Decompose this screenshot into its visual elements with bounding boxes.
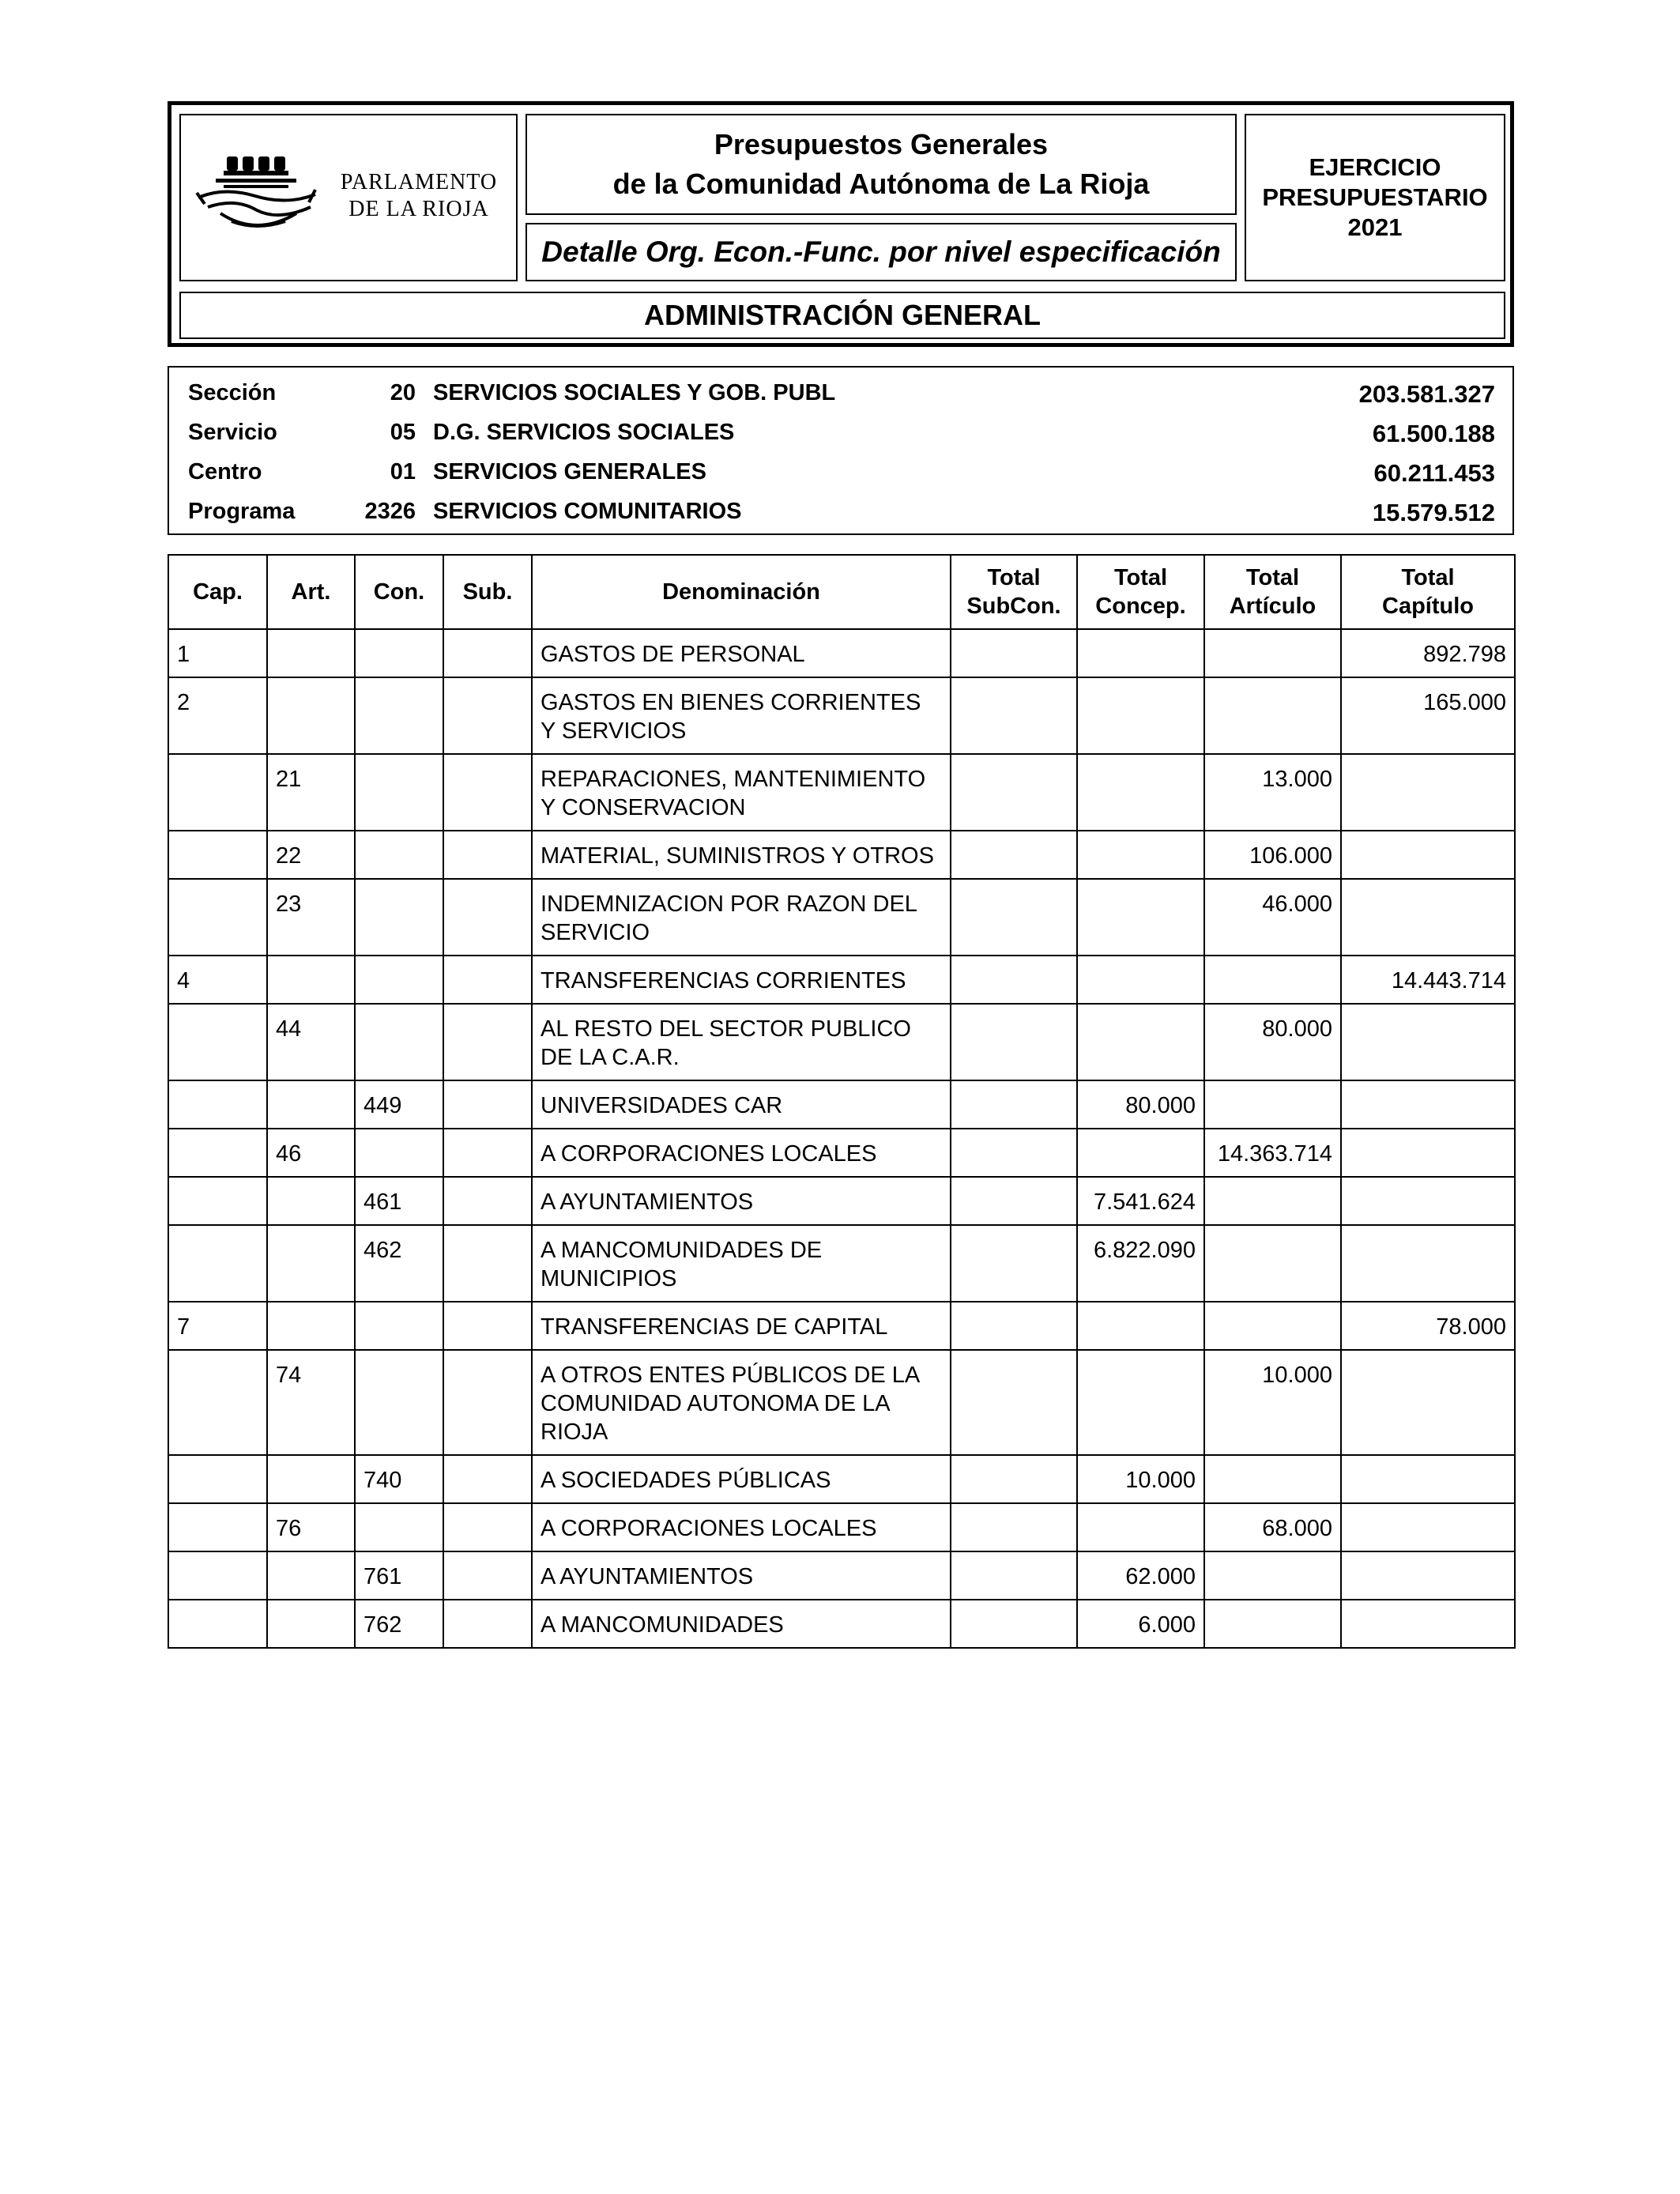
cell-total-articulo: 10.000: [1204, 1350, 1341, 1455]
cell-total-articulo: [1204, 1302, 1341, 1350]
fiscal-year: 2021: [1347, 213, 1403, 241]
cell-denominacion: GASTOS EN BIENES CORRIENTES Y SERVICIOS: [532, 677, 951, 754]
cell-total-concep: 6.000: [1077, 1600, 1204, 1648]
header-text: Total: [1401, 565, 1455, 590]
cell-sub: [443, 754, 532, 831]
cell-total-concep: [1077, 1503, 1204, 1551]
table-row: [168, 1455, 1515, 1503]
cell-total-subcon: [951, 1302, 1077, 1350]
info-amount: 61.500.188: [1372, 420, 1495, 447]
cell-cap: [168, 754, 267, 831]
cell-art: [267, 1177, 355, 1225]
cell-cap: [168, 1455, 267, 1503]
header-total-articulo: [1204, 555, 1341, 629]
info-label: Centro: [188, 459, 262, 484]
cell-total-articulo: 68.000: [1204, 1503, 1341, 1551]
cell-art: [267, 1600, 355, 1648]
cell-con: 461: [355, 1177, 443, 1225]
cell-total-subcon: [951, 1551, 1077, 1600]
cell-con: [355, 1302, 443, 1350]
table-row: [168, 956, 1515, 1004]
cell-total-concep: [1077, 1129, 1204, 1177]
header-cap: Cap.: [168, 555, 267, 629]
header-sub: Sub.: [443, 555, 532, 629]
table-row: [168, 879, 1515, 956]
cell-cap: [168, 831, 267, 879]
cell-total-capitulo: 14.443.714: [1341, 956, 1515, 1004]
cell-total-capitulo: [1341, 1177, 1515, 1225]
cell-total-articulo: 14.363.714: [1204, 1129, 1341, 1177]
cell-total-articulo: 80.000: [1204, 1004, 1341, 1080]
cell-sub: [443, 1302, 532, 1350]
logo-line-1: PARLAMENTO: [340, 170, 498, 194]
cell-con: 762: [355, 1600, 443, 1648]
cell-art: [267, 956, 355, 1004]
cell-total-concep: [1077, 956, 1204, 1004]
info-label: Servicio: [188, 420, 277, 445]
cell-denominacion: A CORPORACIONES LOCALES: [532, 1129, 951, 1177]
ejercicio-label: EJERCICIO: [1309, 153, 1441, 181]
table-row: [168, 1225, 1515, 1302]
cell-total-subcon: [951, 1225, 1077, 1302]
cell-sub: [443, 1600, 532, 1648]
header-total-subcon: [951, 555, 1077, 629]
table-row: [168, 1177, 1515, 1225]
info-amount: 203.581.327: [1358, 380, 1495, 408]
cell-art: 74: [267, 1350, 355, 1455]
cell-cap: 4: [168, 956, 267, 1004]
cell-art: 46: [267, 1129, 355, 1177]
info-code: 2326: [364, 499, 416, 524]
table-body: [168, 629, 1515, 1648]
header-total-concep: [1077, 555, 1204, 629]
cell-cap: [168, 1177, 267, 1225]
cell-art: 23: [267, 879, 355, 956]
cell-total-concep: [1077, 629, 1204, 677]
cell-cap: 7: [168, 1302, 267, 1350]
cell-total-subcon: [951, 1129, 1077, 1177]
cell-sub: [443, 956, 532, 1004]
cell-total-capitulo: [1341, 1455, 1515, 1503]
cell-total-articulo: [1204, 1177, 1341, 1225]
cell-total-capitulo: [1341, 879, 1515, 956]
table-row: [168, 677, 1515, 754]
cell-total-capitulo: [1341, 1551, 1515, 1600]
cell-sub: [443, 879, 532, 956]
cell-total-concep: [1077, 1004, 1204, 1080]
presupuestario-label: PRESUPUESTARIO: [1262, 183, 1488, 211]
header-total-capitulo: [1341, 555, 1515, 629]
cell-denominacion: A MANCOMUNIDADES DE MUNICIPIOS: [532, 1225, 951, 1302]
header-con: Con.: [355, 555, 443, 629]
cell-total-articulo: 106.000: [1204, 831, 1341, 879]
cell-sub: [443, 1551, 532, 1600]
cell-total-concep: [1077, 677, 1204, 754]
cell-denominacion: A AYUNTAMIENTOS: [532, 1177, 951, 1225]
table-row: [168, 629, 1515, 677]
cell-art: [267, 677, 355, 754]
table-row: [168, 1503, 1515, 1551]
cell-cap: [168, 1129, 267, 1177]
cell-total-articulo: [1204, 1455, 1341, 1503]
cell-art: 76: [267, 1503, 355, 1551]
cell-total-capitulo: [1341, 1004, 1515, 1080]
cell-total-concep: [1077, 831, 1204, 879]
cell-total-concep: [1077, 754, 1204, 831]
cell-sub: [443, 1080, 532, 1129]
cell-con: 449: [355, 1080, 443, 1129]
logo-box: [179, 114, 518, 281]
document-title: [525, 114, 1237, 215]
cell-art: 21: [267, 754, 355, 831]
cell-denominacion: A AYUNTAMIENTOS: [532, 1551, 951, 1600]
cell-total-subcon: [951, 879, 1077, 956]
table-row: [168, 831, 1515, 879]
cell-total-capitulo: 78.000: [1341, 1302, 1515, 1350]
cell-denominacion: UNIVERSIDADES CAR: [532, 1080, 951, 1129]
cell-art: [267, 1225, 355, 1302]
cell-total-articulo: [1204, 1080, 1341, 1129]
cell-con: [355, 879, 443, 956]
title-line-1: Presupuestos Generales: [714, 128, 1049, 160]
header-text: Total: [1113, 565, 1168, 590]
cell-denominacion: A OTROS ENTES PÚBLICOS DE LA COMUNIDAD AUTONOMA DE LA RIOJA: [532, 1350, 951, 1455]
cell-total-capitulo: [1341, 1225, 1515, 1302]
info-row-centro: [169, 453, 1512, 492]
cell-denominacion: MATERIAL, SUMINISTROS Y OTROS: [532, 831, 951, 879]
cell-denominacion: TRANSFERENCIAS DE CAPITAL: [532, 1302, 951, 1350]
info-name: SERVICIOS COMUNITARIOS: [433, 499, 742, 524]
cell-total-subcon: [951, 1600, 1077, 1648]
cell-art: [267, 1302, 355, 1350]
info-code: 20: [390, 380, 416, 405]
cell-cap: [168, 879, 267, 956]
title-line-2: de la Comunidad Autónoma de La Rioja: [612, 168, 1150, 200]
header-denominacion: Denominación: [532, 555, 951, 629]
cell-cap: 1: [168, 629, 267, 677]
cell-sub: [443, 831, 532, 879]
organization-info: [168, 366, 1514, 535]
cell-sub: [443, 1225, 532, 1302]
cell-con: [355, 1129, 443, 1177]
cell-sub: [443, 1503, 532, 1551]
info-name: SERVICIOS SOCIALES Y GOB. PUBL: [433, 380, 836, 405]
header-text: Concep.: [1095, 594, 1186, 619]
header-text: SubCon.: [966, 594, 1061, 619]
cell-total-capitulo: [1341, 1600, 1515, 1648]
cell-total-capitulo: [1341, 754, 1515, 831]
header-text: Capítulo: [1382, 594, 1474, 619]
table-header-row: [168, 555, 1515, 629]
cell-total-concep: 62.000: [1077, 1551, 1204, 1600]
cell-sub: [443, 1129, 532, 1177]
cell-total-articulo: [1204, 1600, 1341, 1648]
cell-denominacion: A CORPORACIONES LOCALES: [532, 1503, 951, 1551]
info-code: 05: [390, 420, 416, 445]
cell-con: 462: [355, 1225, 443, 1302]
cell-total-capitulo: 165.000: [1341, 677, 1515, 754]
cell-total-concep: [1077, 1302, 1204, 1350]
cell-total-concep: 6.822.090: [1077, 1225, 1204, 1302]
cell-total-concep: 80.000: [1077, 1080, 1204, 1129]
cell-total-subcon: [951, 677, 1077, 754]
cell-total-capitulo: 892.798: [1341, 629, 1515, 677]
cell-total-subcon: [951, 1080, 1077, 1129]
table-row: [168, 1551, 1515, 1600]
detail-subtitle: Detalle Org. Econ.-Func. por nivel especificación: [525, 223, 1237, 281]
cell-sub: [443, 1004, 532, 1080]
cell-total-articulo: [1204, 629, 1341, 677]
cell-total-articulo: [1204, 677, 1341, 754]
cell-art: 44: [267, 1004, 355, 1080]
cell-con: [355, 1004, 443, 1080]
cell-denominacion: TRANSFERENCIAS CORRIENTES: [532, 956, 951, 1004]
cell-art: [267, 1455, 355, 1503]
cell-sub: [443, 677, 532, 754]
parliament-crest-icon: [192, 149, 326, 243]
cell-total-subcon: [951, 1350, 1077, 1455]
cell-sub: [443, 1455, 532, 1503]
table-row: [168, 754, 1515, 831]
cell-denominacion: A MANCOMUNIDADES: [532, 1600, 951, 1648]
cell-art: 22: [267, 831, 355, 879]
cell-total-capitulo: [1341, 831, 1515, 879]
cell-con: [355, 956, 443, 1004]
table-row: [168, 1302, 1515, 1350]
cell-total-capitulo: [1341, 1129, 1515, 1177]
table-row: [168, 1600, 1515, 1648]
cell-cap: [168, 1004, 267, 1080]
administration-title: ADMINISTRACIÓN GENERAL: [179, 292, 1505, 339]
info-row-servicio: [169, 413, 1512, 453]
cell-sub: [443, 629, 532, 677]
cell-total-concep: [1077, 1350, 1204, 1455]
cell-denominacion: AL RESTO DEL SECTOR PUBLICO DE LA C.A.R.: [532, 1004, 951, 1080]
cell-denominacion: A SOCIEDADES PÚBLICAS: [532, 1455, 951, 1503]
cell-cap: [168, 1503, 267, 1551]
cell-total-concep: [1077, 879, 1204, 956]
parliament-name: [320, 169, 518, 223]
header-text: Artículo: [1229, 594, 1317, 619]
cell-total-articulo: [1204, 1225, 1341, 1302]
info-code: 01: [390, 459, 416, 484]
cell-cap: [168, 1600, 267, 1648]
cell-denominacion: GASTOS DE PERSONAL: [532, 629, 951, 677]
cell-cap: 2: [168, 677, 267, 754]
cell-art: [267, 1551, 355, 1600]
table-row: [168, 1129, 1515, 1177]
cell-total-capitulo: [1341, 1080, 1515, 1129]
cell-total-concep: 7.541.624: [1077, 1177, 1204, 1225]
cell-denominacion: INDEMNIZACION POR RAZON DEL SERVICIO: [532, 879, 951, 956]
info-name: SERVICIOS GENERALES: [433, 459, 706, 484]
cell-denominacion: REPARACIONES, MANTENIMIENTO Y CONSERVACION: [532, 754, 951, 831]
info-label: Sección: [188, 380, 277, 405]
info-amount: 15.579.512: [1372, 499, 1495, 526]
cell-total-articulo: 46.000: [1204, 879, 1341, 956]
cell-total-capitulo: [1341, 1503, 1515, 1551]
cell-con: [355, 1503, 443, 1551]
table-row: [168, 1080, 1515, 1129]
cell-sub: [443, 1177, 532, 1225]
cell-con: 761: [355, 1551, 443, 1600]
cell-total-subcon: [951, 1455, 1077, 1503]
cell-art: [267, 629, 355, 677]
cell-cap: [168, 1551, 267, 1600]
table-row: [168, 1350, 1515, 1455]
cell-con: [355, 754, 443, 831]
cell-total-subcon: [951, 1004, 1077, 1080]
cell-total-concep: 10.000: [1077, 1455, 1204, 1503]
info-amount: 60.211.453: [1373, 459, 1495, 487]
cell-con: [355, 831, 443, 879]
header-text: Total: [1245, 565, 1300, 590]
document-header: [168, 101, 1514, 347]
cell-con: [355, 1350, 443, 1455]
fiscal-year-box: [1245, 114, 1505, 281]
table-row: [168, 1004, 1515, 1080]
cell-total-subcon: [951, 1503, 1077, 1551]
cell-cap: [168, 1080, 267, 1129]
cell-total-articulo: [1204, 956, 1341, 1004]
cell-cap: [168, 1225, 267, 1302]
info-row-seccion: [169, 374, 1512, 413]
cell-cap: [168, 1350, 267, 1455]
cell-total-subcon: [951, 956, 1077, 1004]
cell-total-subcon: [951, 1177, 1077, 1225]
cell-total-articulo: 13.000: [1204, 754, 1341, 831]
info-name: D.G. SERVICIOS SOCIALES: [433, 420, 735, 445]
header-art: Art.: [267, 555, 355, 629]
cell-total-subcon: [951, 831, 1077, 879]
cell-total-subcon: [951, 629, 1077, 677]
cell-total-articulo: [1204, 1551, 1341, 1600]
info-row-programa: [169, 492, 1512, 532]
cell-con: 740: [355, 1455, 443, 1503]
header-text: Total: [987, 565, 1041, 590]
cell-con: [355, 629, 443, 677]
cell-total-capitulo: [1341, 1350, 1515, 1455]
logo-line-2: DE LA RIOJA: [348, 197, 489, 221]
cell-total-subcon: [951, 754, 1077, 831]
cell-con: [355, 677, 443, 754]
cell-sub: [443, 1350, 532, 1455]
cell-art: [267, 1080, 355, 1129]
info-label: Programa: [188, 499, 296, 524]
budget-table: [168, 554, 1516, 1649]
